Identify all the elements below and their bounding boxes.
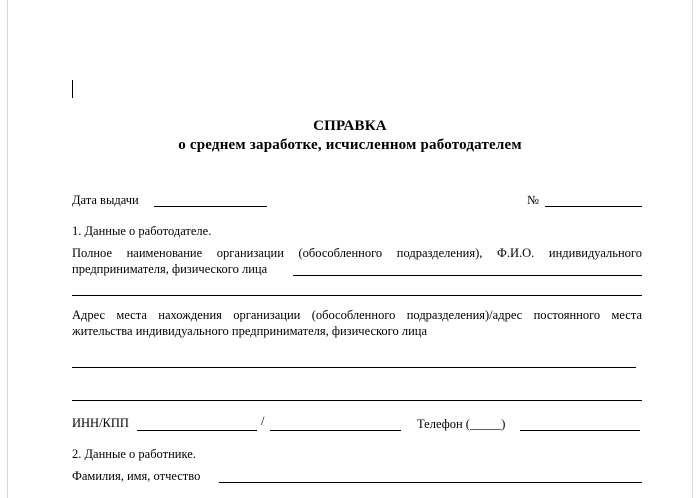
issue-date-field[interactable]: [154, 206, 267, 207]
address-field-1[interactable]: [72, 367, 636, 368]
document-subtitle: о среднем заработке, исчисленном работодателем: [178, 137, 522, 153]
number-label: №: [527, 193, 539, 207]
org-name-field-2[interactable]: [72, 295, 642, 296]
address-label-line2: жительства индивидуального предпринимателя, физического лица: [72, 324, 428, 338]
org-name-label-line1: Полное наименование организации (обособленного подразделения), Ф.И.О. индивидуального: [72, 246, 642, 260]
text-cursor: [72, 80, 73, 98]
page-right-edge: [692, 0, 693, 498]
issue-date-label: Дата выдачи: [72, 193, 139, 207]
phone-field[interactable]: [520, 430, 640, 431]
page-left-edge: [7, 0, 8, 498]
section1-heading: 1. Данные о работодателе.: [72, 224, 212, 238]
inn-kpp-label: ИНН/КПП: [72, 416, 129, 430]
number-field[interactable]: [545, 206, 642, 207]
org-name-field-1[interactable]: [293, 275, 642, 276]
section2-heading: 2. Данные о работнике.: [72, 447, 196, 461]
inn-kpp-slash: /: [261, 414, 265, 428]
org-name-label-line2: предпринимателя, физического лица: [72, 262, 268, 276]
phone-label: Телефон (_____): [417, 417, 506, 431]
kpp-field[interactable]: [270, 430, 401, 431]
address-field-2[interactable]: [72, 400, 642, 401]
address-label-line1: Адрес места нахождения организации (обособленного подразделения)/адрес постоянного места: [72, 308, 642, 322]
document-title: СПРАВКА: [313, 118, 387, 134]
fio-label: Фамилия, имя, отчество: [72, 469, 201, 483]
fio-field[interactable]: [219, 482, 642, 483]
inn-field[interactable]: [137, 430, 257, 431]
